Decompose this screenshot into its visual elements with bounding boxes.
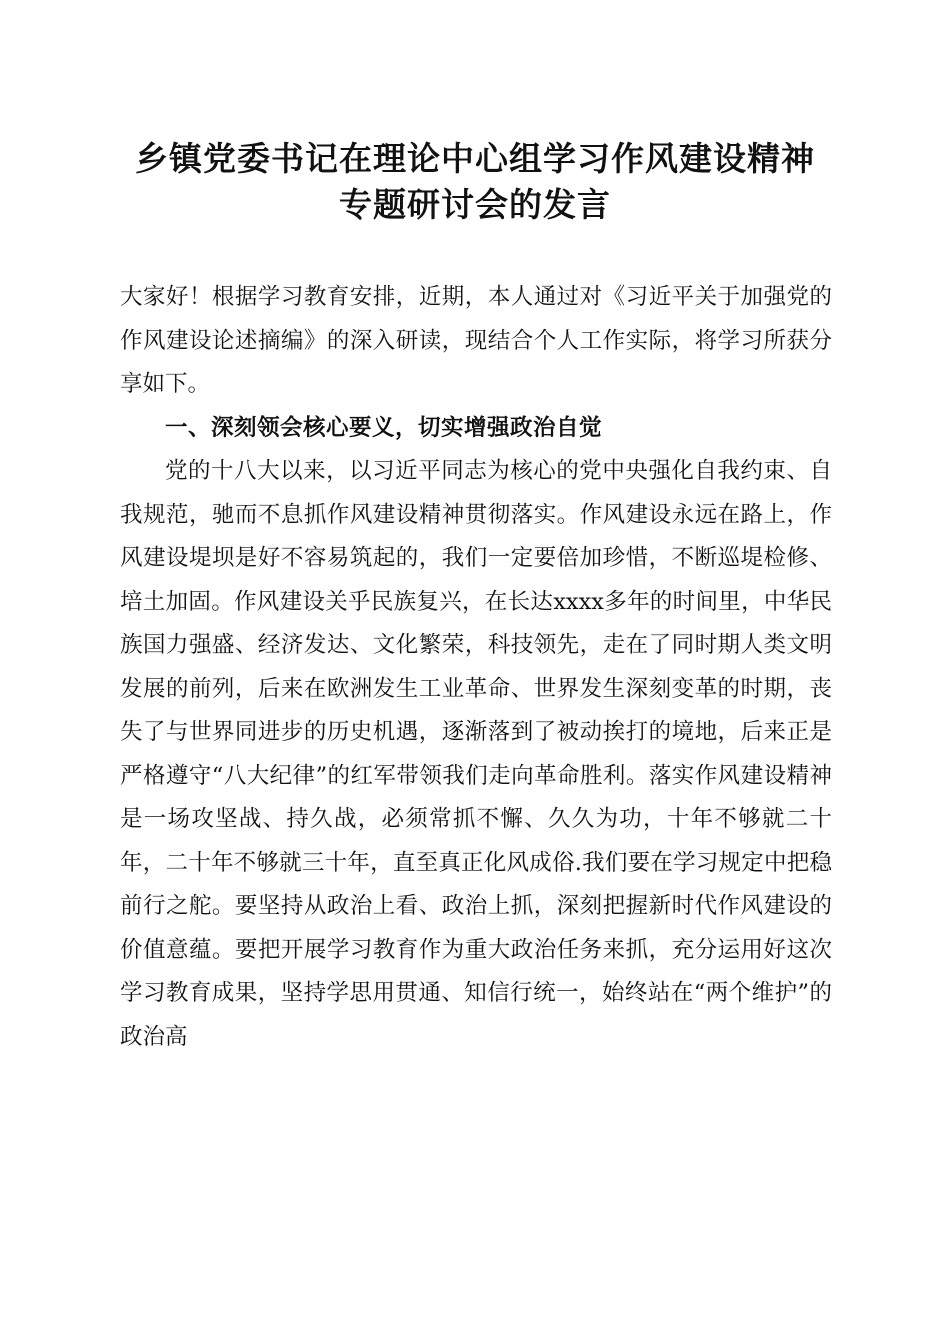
- document-title-line-2: 专题研讨会的发言: [339, 185, 611, 224]
- intro-paragraph: 大家好！根据学习教育安排，近期，本人通过对《习近平关于加强党的作风建设论述摘编》的深入研读，现结合个人工作实际，将学习所获分享如下。: [120, 284, 832, 397]
- document-title-line-1: 乡镇党委书记在理论中心组学习作风建设精神: [135, 139, 815, 178]
- body-paragraph: 党的十八大以来，以习近平同志为核心的党中央强化自我约束、自我规范，驰而不息抓作风建设精神贯彻落实。作风建设永远在路上，作风建设堤坝是好不容易筑起的，我们一定要倍加珍惜，不断巡堤检修、培土加固。作风建设关乎民族复兴，在长达xxxx多年的时间里，中华民族国力强盛、经济发达、文化繁荣，科技领先，走在了同时期人类文明发展的前列，后来在欧洲发生工业革命、世界发生深刻变革的时期，丧失了与世界同进步的历史机遇，逐渐落到了被动挨打的境地，后来正是严格遵守“八大纪律”的红军带领我们走向革命胜利。落实作风建设精神是一场攻坚战、持久战，必须常抓不懈、久久为功，十年不够就二十年，二十年不够就三十年，直至真正化风成俗.我们要在学习规定中把稳前行之舵。要坚持从政治上看、政治上抓，深刻把握新时代作风建设的价值意蕴。要把开展学习教育作为重大政治任务来抓，充分运用好这次学习教育成果，坚持学思用贯通、知信行统一，始终站在“两个维护”的政治高: [120, 458, 832, 1050]
- section-heading: 一、深刻领会核心要义，切实增强政治自觉: [165, 414, 603, 441]
- document-body: [120, 276, 832, 1059]
